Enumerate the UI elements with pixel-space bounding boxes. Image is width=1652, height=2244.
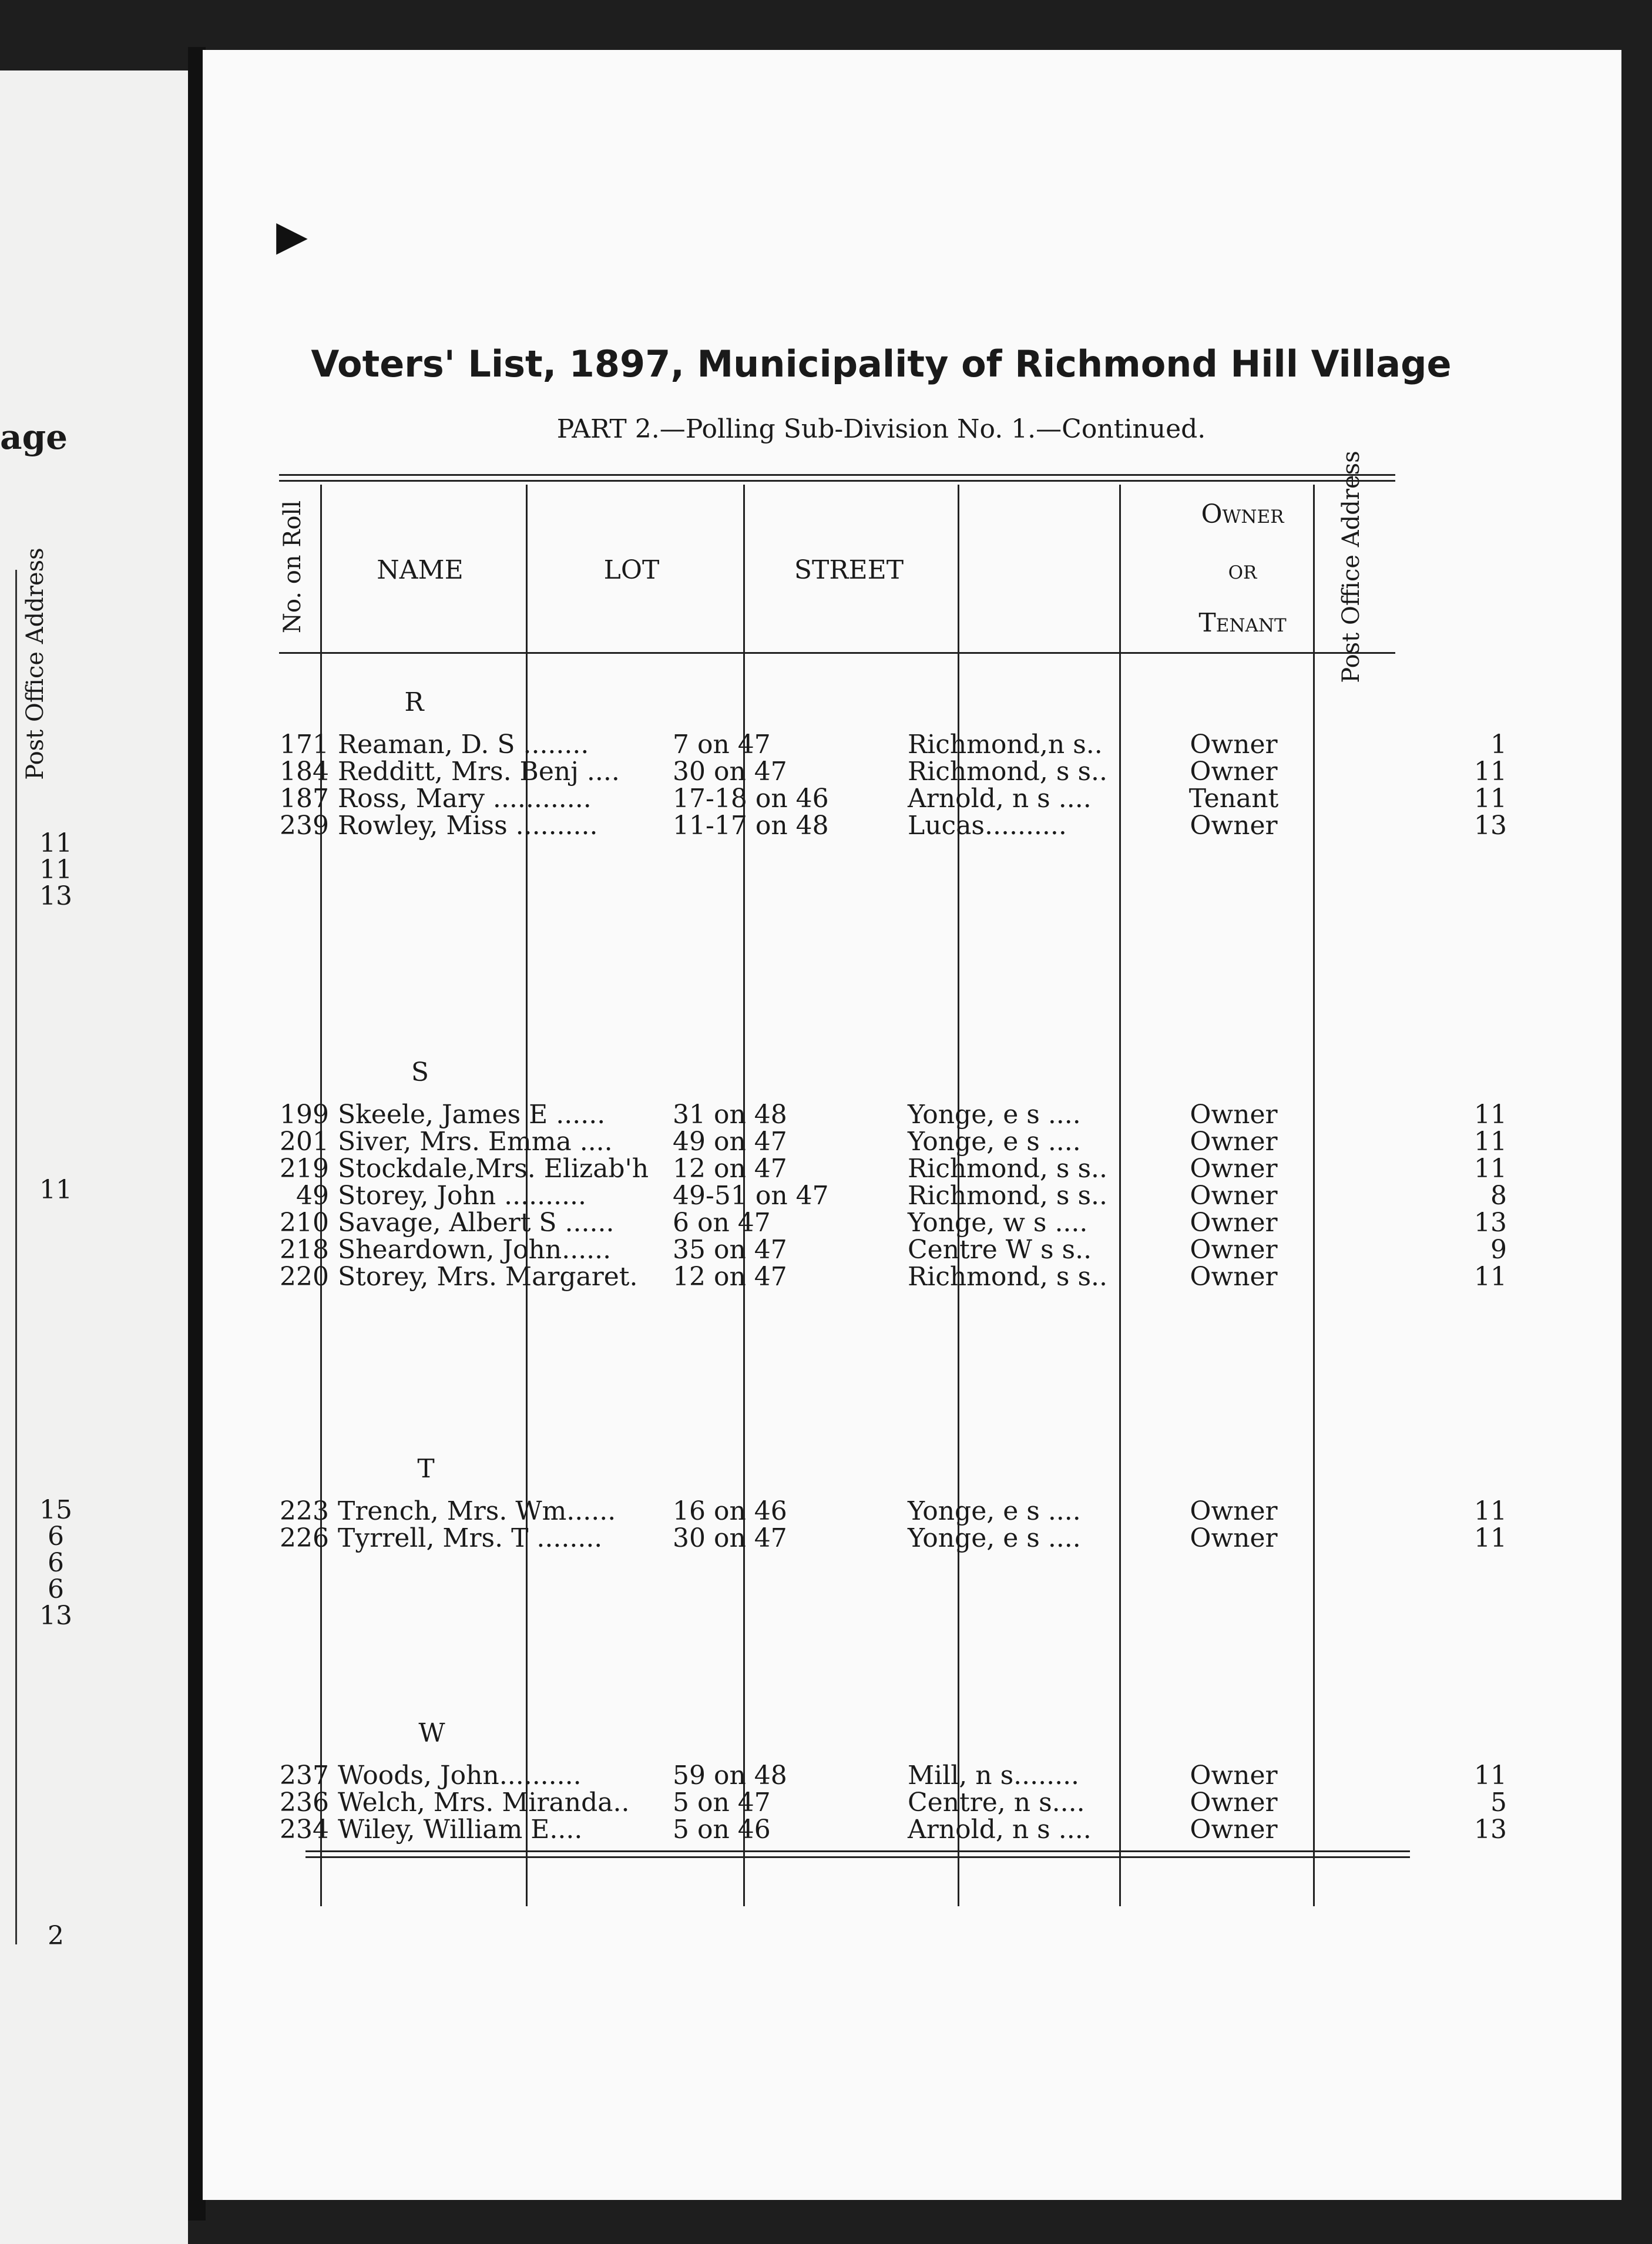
street: Richmond, s s.. <box>908 1154 1107 1184</box>
left-facing-page <box>0 70 188 2244</box>
left-page-column-header: Post Office Address <box>21 547 49 780</box>
table-top-rule <box>279 474 1395 476</box>
voter-name: Siver, Mrs. Emma .... <box>338 1127 613 1157</box>
street: Richmond, s s.. <box>908 1181 1107 1211</box>
table-row <box>203 1237 1621 1264</box>
table-row <box>203 731 1621 758</box>
page-title: Voters' List, 1897, Municipality of Richmond Hill Village <box>311 342 1452 385</box>
lot: 17-18 on 46 <box>673 784 829 814</box>
table-bottom-rule <box>305 1850 1410 1852</box>
roll-number: 199 <box>280 1100 329 1130</box>
post-office-address: 13 <box>1474 811 1507 841</box>
roll-number: 210 <box>280 1208 329 1238</box>
owner-or-tenant: Owner <box>1190 1154 1278 1184</box>
post-office-address: 11 <box>1474 1100 1507 1130</box>
left-page-column-rule <box>15 570 17 1944</box>
section-letter-s: S <box>411 1057 429 1087</box>
street: Richmond, s s.. <box>908 757 1107 787</box>
voter-name: Stockdale,Mrs. Elizab'h <box>338 1154 649 1184</box>
voter-name: Trench, Mrs. Wm...... <box>338 1496 616 1526</box>
street: Yonge, e s .... <box>908 1127 1081 1157</box>
table-row <box>203 1155 1621 1183</box>
owner-or-tenant: Owner <box>1190 1761 1278 1791</box>
table-row <box>203 785 1621 812</box>
table-row <box>203 1816 1621 1843</box>
voter-name: Tyrrell, Mrs. T ........ <box>338 1523 603 1553</box>
roll-number: 223 <box>280 1496 329 1526</box>
street: Mill, n s........ <box>908 1761 1080 1791</box>
header-post-office-address: Post Office Address <box>1338 451 1365 683</box>
table-row <box>203 1210 1621 1237</box>
table-row <box>203 1128 1621 1155</box>
street: Yonge, w s .... <box>908 1208 1088 1238</box>
post-office-address: 5 <box>1490 1788 1507 1818</box>
owner-or-tenant: Tenant <box>1188 784 1279 814</box>
owner-or-tenant: Owner <box>1190 1181 1278 1211</box>
voter-name: Welch, Mrs. Miranda.. <box>338 1788 630 1818</box>
table-row <box>203 1264 1621 1291</box>
roll-number: 218 <box>280 1235 329 1265</box>
voter-name: Rowley, Miss .......... <box>338 811 598 841</box>
post-office-address: 11 <box>1474 1523 1507 1553</box>
voter-name: Storey, Mrs. Margaret. <box>338 1262 638 1292</box>
lot: 5 on 46 <box>673 1815 771 1845</box>
voter-name: Ross, Mary ............ <box>338 784 592 814</box>
header-tenant: Tenant <box>1198 608 1287 638</box>
owner-or-tenant: Owner <box>1190 1127 1278 1157</box>
roll-number: 171 <box>280 730 329 760</box>
roll-number: 219 <box>280 1154 329 1184</box>
lot: 31 on 48 <box>673 1100 787 1130</box>
post-office-address: 11 <box>1474 1154 1507 1184</box>
post-office-address: 11 <box>1474 1127 1507 1157</box>
post-office-address: 13 <box>1474 1208 1507 1238</box>
voter-name: Storey, John .......... <box>338 1181 587 1211</box>
street: Yonge, e s .... <box>908 1523 1081 1553</box>
voter-name: Woods, John.......... <box>338 1761 582 1791</box>
post-office-address: 8 <box>1490 1181 1507 1211</box>
lot: 6 on 47 <box>673 1208 771 1238</box>
left-page-number: 11 <box>39 1175 72 1205</box>
post-office-address: 11 <box>1474 1761 1507 1791</box>
section-letter-t: T <box>417 1454 435 1484</box>
lot: 35 on 47 <box>673 1235 787 1265</box>
left-page-number: 2 <box>48 1921 64 1951</box>
header-street: STREET <box>794 555 904 585</box>
owner-or-tenant: Owner <box>1190 757 1278 787</box>
roll-number: 234 <box>280 1815 329 1845</box>
voter-name: Sheardown, John...... <box>338 1235 612 1265</box>
post-office-address: 13 <box>1474 1815 1507 1845</box>
ink-blot-icon: ▶ <box>276 211 308 260</box>
street: Arnold, n s .... <box>908 1815 1092 1845</box>
header-name: NAME <box>377 555 464 585</box>
roll-number: 187 <box>280 784 329 814</box>
owner-or-tenant: Owner <box>1190 1208 1278 1238</box>
left-page-number: 15 <box>39 1495 72 1525</box>
table-row <box>203 1762 1621 1789</box>
page-subtitle: PART 2.—Polling Sub-Division No. 1.—Continued. <box>556 414 1206 444</box>
voter-name: Redditt, Mrs. Benj .... <box>338 757 620 787</box>
left-page-number: 6 <box>48 1574 64 1604</box>
left-page-number: 13 <box>39 881 72 911</box>
lot: 30 on 47 <box>673 757 787 787</box>
street: Yonge, e s .... <box>908 1100 1081 1130</box>
left-page-number: 11 <box>39 855 72 885</box>
table-top-rule <box>279 480 1395 482</box>
owner-or-tenant: Owner <box>1190 1788 1278 1818</box>
post-office-address: 11 <box>1474 784 1507 814</box>
street: Richmond,n s.. <box>908 730 1103 760</box>
owner-or-tenant: Owner <box>1190 811 1278 841</box>
section-letter-w: W <box>418 1718 445 1748</box>
header-owner: Owner <box>1201 499 1284 529</box>
owner-or-tenant: Owner <box>1190 1523 1278 1553</box>
voter-name: Skeele, James E ...... <box>338 1100 606 1130</box>
post-office-address: 11 <box>1474 1262 1507 1292</box>
left-page-title-fragment: age <box>0 417 68 457</box>
owner-or-tenant: Owner <box>1190 1815 1278 1845</box>
roll-number: 184 <box>280 757 329 787</box>
lot: 30 on 47 <box>673 1523 787 1553</box>
voter-name: Wiley, William E.... <box>338 1815 583 1845</box>
section-letter-r: R <box>404 687 424 717</box>
owner-or-tenant: Owner <box>1190 1262 1278 1292</box>
roll-number: 226 <box>280 1523 329 1553</box>
post-office-address: 9 <box>1490 1235 1507 1265</box>
lot: 11-17 on 48 <box>673 811 829 841</box>
table-row <box>203 812 1621 839</box>
left-page-number: 13 <box>39 1601 72 1631</box>
table-row <box>203 1183 1621 1210</box>
roll-number: 236 <box>280 1788 329 1818</box>
roll-number: 220 <box>280 1262 329 1292</box>
table-bottom-rule <box>305 1856 1410 1858</box>
street: Lucas.......... <box>908 811 1067 841</box>
table-row <box>203 1789 1621 1816</box>
roll-number: 49 <box>296 1181 329 1211</box>
left-page-number: 6 <box>48 1521 64 1551</box>
street: Arnold, n s .... <box>908 784 1092 814</box>
post-office-address: 11 <box>1474 757 1507 787</box>
voter-name: Savage, Albert S ...... <box>338 1208 615 1238</box>
table-row <box>203 1498 1621 1525</box>
lot: 49 on 47 <box>673 1127 787 1157</box>
roll-number: 239 <box>280 811 329 841</box>
post-office-address: 11 <box>1474 1496 1507 1526</box>
header-or: or <box>1228 555 1257 585</box>
voter-name: Reaman, D. S ........ <box>338 730 589 760</box>
lot: 59 on 48 <box>673 1761 787 1791</box>
street: Richmond, s s.. <box>908 1262 1107 1292</box>
post-office-address: 1 <box>1490 730 1507 760</box>
table-row <box>203 1101 1621 1128</box>
owner-or-tenant: Owner <box>1190 1235 1278 1265</box>
lot: 5 on 47 <box>673 1788 771 1818</box>
owner-or-tenant: Owner <box>1190 1100 1278 1130</box>
header-no-on-roll: No. on Roll <box>279 500 306 634</box>
owner-or-tenant: Owner <box>1190 730 1278 760</box>
lot: 49-51 on 47 <box>673 1181 829 1211</box>
lot: 12 on 47 <box>673 1154 787 1184</box>
lot: 12 on 47 <box>673 1262 787 1292</box>
left-page-number: 6 <box>48 1548 64 1578</box>
roll-number: 201 <box>280 1127 329 1157</box>
table-row <box>203 758 1621 785</box>
roll-number: 237 <box>280 1761 329 1791</box>
lot: 7 on 47 <box>673 730 771 760</box>
street: Yonge, e s .... <box>908 1496 1081 1526</box>
street: Centre, n s.... <box>908 1788 1085 1818</box>
left-page-number: 11 <box>39 828 72 858</box>
lot: 16 on 46 <box>673 1496 787 1526</box>
document-page <box>203 50 1621 2200</box>
street: Centre W s s.. <box>908 1235 1092 1265</box>
table-row <box>203 1525 1621 1552</box>
owner-or-tenant: Owner <box>1190 1496 1278 1526</box>
header-lot: LOT <box>603 555 660 585</box>
header-bottom-rule <box>279 652 1395 654</box>
